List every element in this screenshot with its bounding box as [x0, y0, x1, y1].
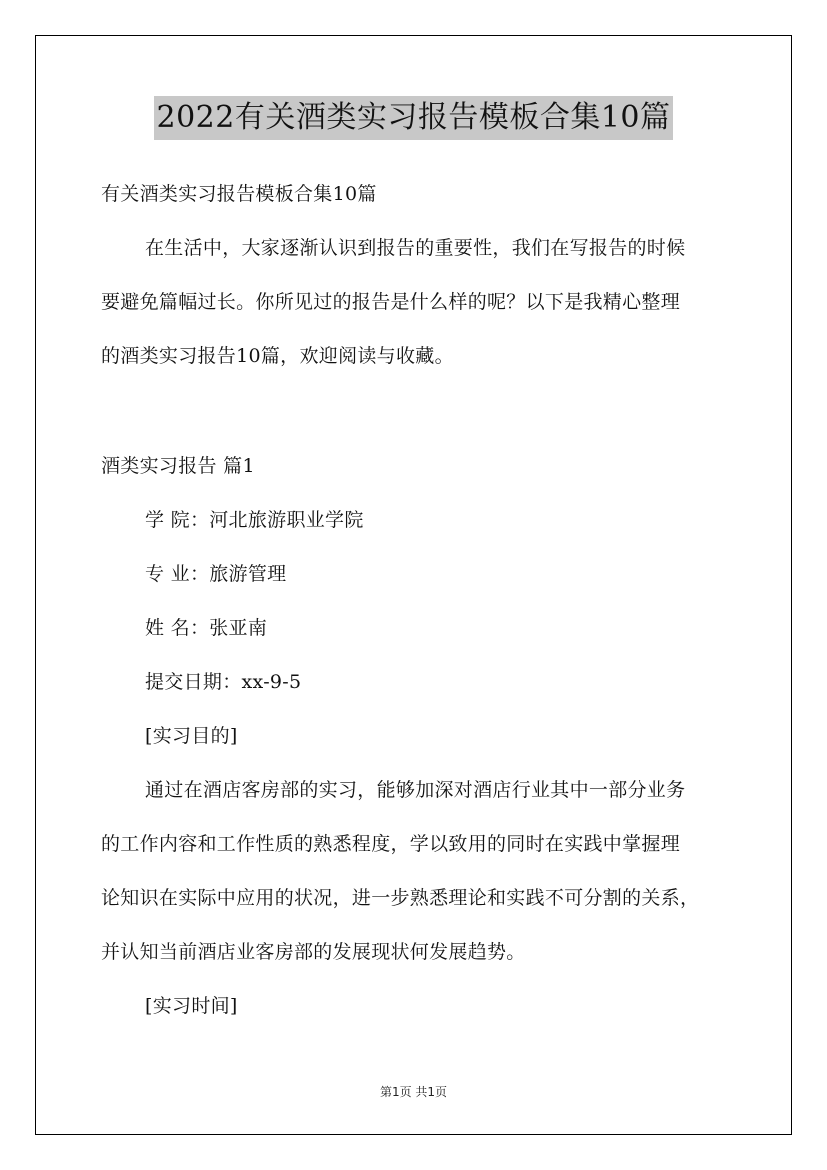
purpose-line-4: 并认知当前酒店业客房部的发展现状何发展趋势。: [101, 941, 526, 963]
field-name: 姓 名：张亚南: [145, 617, 268, 639]
field-major: 专 业：旅游管理: [145, 563, 287, 585]
purpose-line-2: 的工作内容和工作性质的熟悉程度，学以致用的同时在实践中掌握理: [101, 833, 681, 855]
page-number: 第1页 共1页: [379, 1085, 448, 1099]
intro-line-1: 在生活中，大家逐渐认识到报告的重要性，我们在写报告的时候: [145, 237, 686, 259]
document-subtitle: 有关酒类实习报告模板合集10篇: [101, 183, 377, 205]
intro-line-3: 的酒类实习报告10篇，欢迎阅读与收藏。: [101, 345, 454, 367]
document-title: 2022有关酒类实习报告模板合集10篇: [154, 96, 672, 140]
field-date: 提交日期：xx-9-5: [145, 671, 302, 693]
purpose-heading: [实习目的]: [145, 725, 238, 747]
document-title-wrap: [0, 96, 827, 140]
purpose-line-3: 论知识在实际中应用的状况，进一步熟悉理论和实践不可分割的关系，: [101, 887, 700, 909]
purpose-line-1: 通过在酒店客房部的实习，能够加深对酒店行业其中一部分业务: [145, 779, 686, 801]
field-college: 学 院：河北旅游职业学院: [145, 509, 364, 531]
time-heading: [实习时间]: [145, 995, 238, 1017]
intro-line-2: 要避免篇幅过长。你所见过的报告是什么样的呢？以下是我精心整理: [101, 291, 681, 313]
section-heading: 酒类实习报告 篇1: [101, 455, 255, 477]
